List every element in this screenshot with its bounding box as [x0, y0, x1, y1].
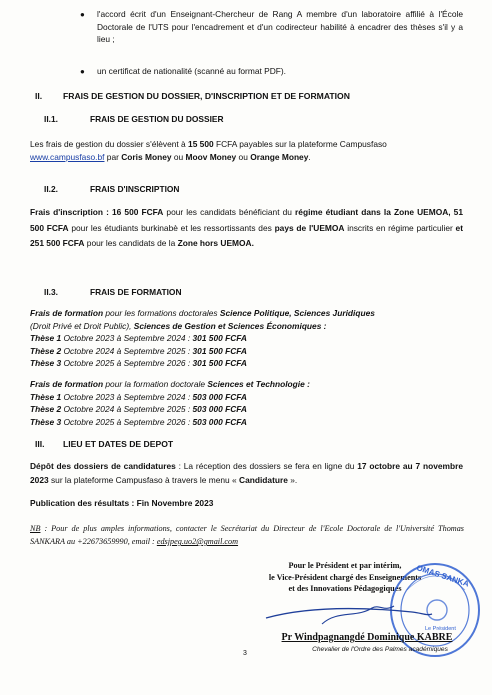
fee-row: Thèse 3 Octobre 2025 à Septembre 2026 : 503 000 FCFA	[30, 416, 247, 427]
fee-row: Thèse 2 Octobre 2024 à Septembre 2025 : 503 000 FCFA	[30, 404, 247, 415]
contact-email-link[interactable]: edsjpeg.uo2@gmail.com	[156, 537, 239, 546]
bullet-dot-icon: ●	[80, 10, 85, 19]
section-2-1-title: FRAIS DE GESTION DU DOSSIER	[90, 114, 224, 124]
section-2-3-title: FRAIS DE FORMATION	[90, 287, 182, 297]
bullet-text-1: l'accord écrit d'un Enseignant-Chercheur de Rang A membre d'un laboratoire affilié à l'École Doctorale de l'UTS pour l'encadrement et d'un codirecteur habilité à encadrer des thèses s'il y a lieu ;	[97, 9, 463, 45]
section-2-number: II.	[35, 91, 43, 101]
svg-text:Le Président: Le Président	[425, 626, 456, 632]
section-2-title: FRAIS DE GESTION DU DOSSIER, D'INSCRIPTION ET DE FORMATION	[63, 91, 350, 101]
training-fee-block-1: Frais de formation pour les formations doctorales Science Politique, Sciences Juridiques (Droit Privé et Droit Public), Sciences de Gestion et Sciences Économiques : Thèse 1 Octobre 2023 à Septembre 2024 : 301 500 FCFA Thèse 2 Octobre 2024 à Septembre 2025 : 301 500 FCFA Thèse 3 Octobre 2025 à Septembre 2026 : 301 500 FCFA	[30, 307, 465, 370]
signatory-name: Pr Windpagnangdé Dominique KABRE	[281, 632, 453, 643]
campusfaso-link[interactable]: www.campusfaso.bf	[30, 151, 105, 162]
results-publication: Publication des résultats : Fin Novembre 2023	[30, 498, 214, 508]
bullet-dot-icon: ●	[80, 67, 85, 76]
registration-fee-paragraph: Frais d'inscription : 16 500 FCFA pour les candidats bénéficiant du régime étudiant dans la Zone UEMOA, 51 500 FCFA pour les étudiants burkinabè et les ressortissants des pays de l'UEMOA inscrits en régime particulier et 251 500 FCFA pour les candidats de la Zone hors UEMOA.	[30, 207, 463, 249]
signatory-honor: Chevalier de l'Ordre des Palmes académiques	[312, 646, 448, 653]
section-2-1-number: II.1.	[44, 114, 58, 124]
svg-text:OMAS SANKA: OMAS SANKA	[415, 563, 471, 589]
fee-row: Thèse 2 Octobre 2024 à Septembre 2025 : 301 500 FCFA	[30, 345, 247, 356]
section-2-2-number: II.2.	[44, 184, 58, 194]
fee-row: Thèse 1 Octobre 2023 à Septembre 2024 : 301 500 FCFA	[30, 333, 247, 344]
section-3-number: III.	[35, 439, 45, 449]
fee-row: Thèse 3 Octobre 2025 à Septembre 2026 : 301 500 FCFA	[30, 358, 247, 369]
section-2-2-title: FRAIS D'INSCRIPTION	[90, 184, 180, 194]
fee-row: Thèse 1 Octobre 2023 à Septembre 2024 : 503 000 FCFA	[30, 391, 247, 402]
training-fee-block-2: Frais de formation pour la formation doctorale Sciences et Technologie : Thèse 1 Octobre 2023 à Septembre 2024 : 503 000 FCFA Thèse 2 Octobre 2024 à Septembre 2025 : 503 000 FCFA Thèse 3 Octobre 2025 à Septembre 2026 : 503 000 FCFA	[30, 378, 465, 428]
signature-title-block: Pour le Président et par intérim, le Vice-Président chargé des Enseignements et des Innovations Pédagogiques	[268, 561, 422, 594]
nb-note: NB : Pour de plus amples informations, contacter le Secrétariat du Directeur de l'Ecole Doctorale de l'Université Thomas SANKARA au +22673659990, email : edsjpeg.uo2@gmail.com	[30, 524, 464, 546]
page-number: 3	[243, 650, 247, 657]
section-2-3-number: II.3.	[44, 287, 58, 297]
submission-paragraph: Dépôt des dossiers de candidatures : La réception des dossiers se fera en ligne du 17 octobre au 7 novembre 2023 sur la plateforme Campusfaso à travers le menu « Candidature ».	[30, 461, 463, 485]
bullet-text-2: un certificat de nationalité (scanné au format PDF).	[97, 66, 286, 76]
management-fee-paragraph: Les frais de gestion du dossier s'élèvent à 15 500 FCFA payables sur la plateforme Campusfaso www.campusfaso.bf par Coris Money ou Moov Money ou Orange Money.	[30, 139, 387, 162]
section-3-title: LIEU ET DATES DE DEPOT	[63, 439, 174, 449]
